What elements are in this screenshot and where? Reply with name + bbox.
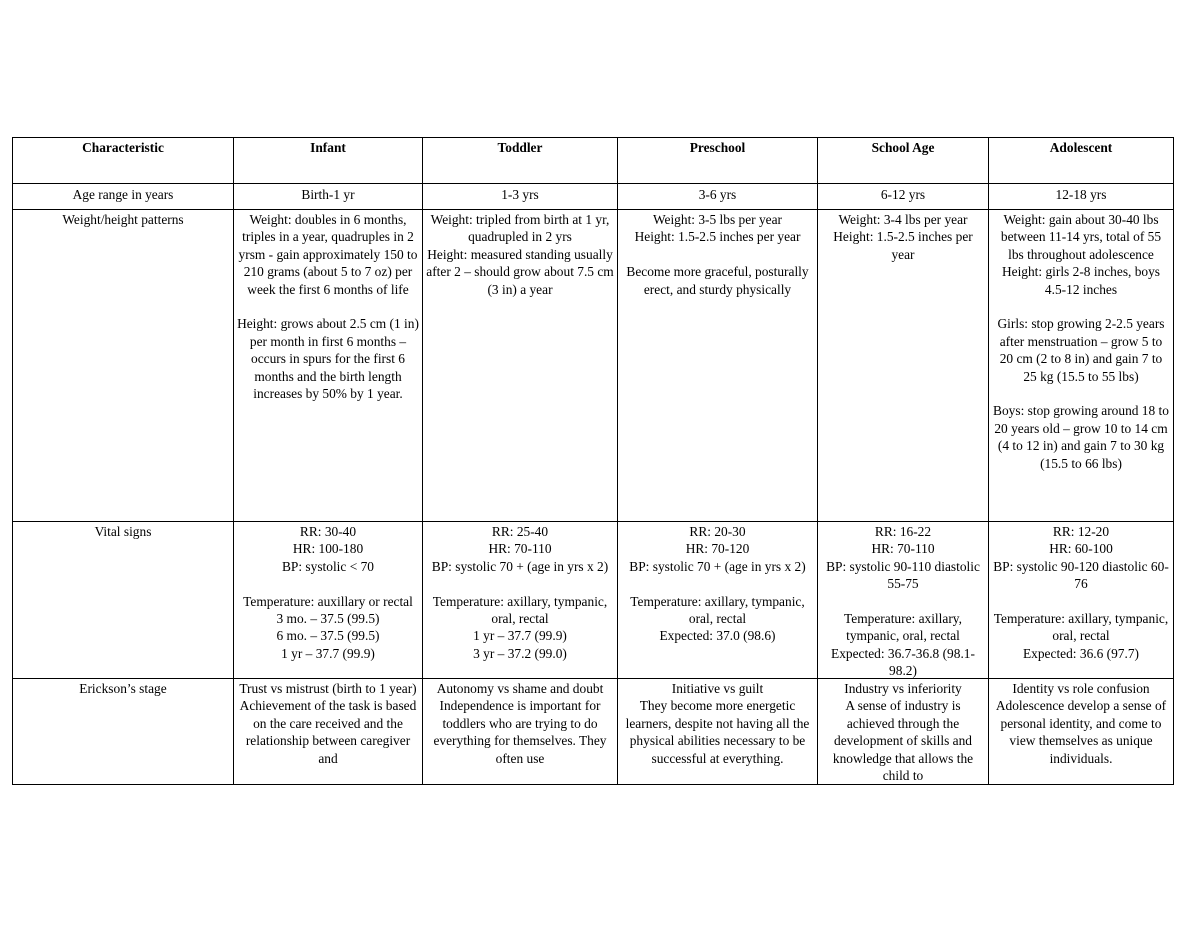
cell-age-preschool: 3-6 yrs bbox=[618, 184, 818, 210]
cell-age-school-age: 6-12 yrs bbox=[818, 184, 989, 210]
cell-vitals-infant bbox=[234, 522, 423, 679]
cell-weight-preschool-text: Weight: 3-5 lbs per year Height: 1.5-2.5 inches per year Become more graceful, posturally erect, and sturdy physically bbox=[626, 212, 809, 297]
cell-stage-infant-text: Trust vs mistrust (birth to 1 year) Achievement of the task is based on the care received and the relationship between caregiver and bbox=[239, 681, 417, 766]
cell-weight-adolescent bbox=[989, 210, 1174, 522]
cell-age-adolescent: 12-18 yrs bbox=[989, 184, 1174, 210]
header-school-age: School Age bbox=[818, 138, 989, 184]
cell-vitals-infant-text: RR: 30-40 HR: 100-180 BP: systolic < 70 Temperature: auxillary or rectal 3 mo. – 37.5 (99.5) 6 mo. – 37.5 (99.5) 1 yr – 37.7 (99.9) bbox=[243, 524, 413, 661]
cell-weight-toddler bbox=[423, 210, 618, 522]
cell-stage-adolescent bbox=[989, 679, 1174, 785]
row-label-vital-signs: Vital signs bbox=[13, 522, 234, 679]
header-row bbox=[13, 138, 1174, 184]
header-characteristic: Characteristic bbox=[13, 138, 234, 184]
header-adolescent: Adolescent bbox=[989, 138, 1174, 184]
cell-vitals-preschool-text: RR: 20-30 HR: 70-120 BP: systolic 70 + (age in yrs x 2) Temperature: axillary, tympanic, oral, rectal Expected: 37.0 (98.6) bbox=[629, 524, 806, 644]
cell-weight-preschool bbox=[618, 210, 818, 522]
table-row-weight-height bbox=[13, 210, 1174, 522]
cell-stage-toddler-text: Autonomy vs shame and doubt Independence is important for toddlers who are trying to do everything for themselves. They often use bbox=[433, 681, 607, 766]
header-preschool: Preschool bbox=[618, 138, 818, 184]
cell-weight-infant-text: Weight: doubles in 6 months, triples in a year, quadruples in 2 yrsm - gain approximately 150 to 210 grams (about 5 to 7 oz) per week the first 6 months of life Height: grows about 2.5 cm (1 in) per month in first 6 months – occurs in spurs for the first 6 months and the birth length increases by 50% by 1 year. bbox=[237, 212, 419, 402]
cell-vitals-toddler-text: RR: 25-40 HR: 70-110 BP: systolic 70 + (age in yrs x 2) Temperature: axillary, tympanic, oral, rectal 1 yr – 37.7 (99.9) 3 yr – 37.2 (99.0) bbox=[431, 524, 609, 661]
cell-vitals-school-age bbox=[818, 522, 989, 679]
row-label-age-range: Age range in years bbox=[13, 184, 234, 210]
cell-stage-school-age bbox=[818, 679, 989, 785]
table-row-vital-signs bbox=[13, 522, 1174, 679]
growth-development-table bbox=[12, 137, 1174, 785]
row-label-ericksons-stage: Erickson’s stage bbox=[13, 679, 234, 785]
cell-weight-adolescent-text: Weight: gain about 30-40 lbs between 11-14 yrs, total of 55 lbs throughout adolescence Height: girls 2-8 inches, boys 4.5-12 inches Girls: stop growing 2-2.5 years after menstruation – grow 5 to 20 cm (2 to 8 in) and gain 7 to 25 kg (15.5 to 55 lbs) Boys: stop growing around 18 to 20 years old – grow 10 to 14 cm (4 to 12 in) and gain 7 to 30 kg (15.5 to 66 lbs) bbox=[993, 212, 1169, 471]
cell-age-infant: Birth-1 yr bbox=[234, 184, 423, 210]
cell-vitals-preschool bbox=[618, 522, 818, 679]
cell-vitals-adolescent bbox=[989, 522, 1174, 679]
cell-age-toddler: 1-3 yrs bbox=[423, 184, 618, 210]
row-label-weight-height: Weight/height patterns bbox=[13, 210, 234, 522]
header-infant: Infant bbox=[234, 138, 423, 184]
cell-weight-infant bbox=[234, 210, 423, 522]
cell-stage-toddler bbox=[423, 679, 618, 785]
cell-stage-adolescent-text: Identity vs role confusion Adolescence develop a sense of personal identity, and come to view themselves as unique individuals. bbox=[995, 681, 1167, 766]
cell-stage-school-age-text: Industry vs inferiority A sense of industry is achieved through the development of skills and knowledge that allows the child to bbox=[832, 681, 974, 784]
cell-stage-preschool-text: Initiative vs guilt They become more energetic learners, despite not having all the physical abilities necessary to be successful at everything. bbox=[625, 681, 810, 766]
cell-stage-preschool bbox=[618, 679, 818, 785]
cell-vitals-school-age-text: RR: 16-22 HR: 70-110 BP: systolic 90-110 diastolic 55-75 Temperature: axillary, tympanic, oral, rectal Expected: 36.7-36.8 (98.1-98.2) bbox=[826, 524, 980, 678]
table-row-ericksons-stage bbox=[13, 679, 1174, 785]
cell-vitals-adolescent-text: RR: 12-20 HR: 60-100 BP: systolic 90-120 diastolic 60-76 Temperature: axillary, tympanic, oral, rectal Expected: 36.6 (97.7) bbox=[993, 524, 1169, 661]
cell-stage-infant bbox=[234, 679, 423, 785]
cell-vitals-toddler bbox=[423, 522, 618, 679]
header-toddler: Toddler bbox=[423, 138, 618, 184]
cell-weight-toddler-text: Weight: tripled from birth at 1 yr, quadrupled in 2 yrs Height: measured standing usually after 2 – should grow about 7.5 cm (3 in) a year bbox=[426, 212, 614, 297]
cell-weight-school-age-text: Weight: 3-4 lbs per year Height: 1.5-2.5 inches per year bbox=[833, 212, 973, 262]
cell-weight-school-age bbox=[818, 210, 989, 522]
table-row-age-range bbox=[13, 184, 1174, 210]
